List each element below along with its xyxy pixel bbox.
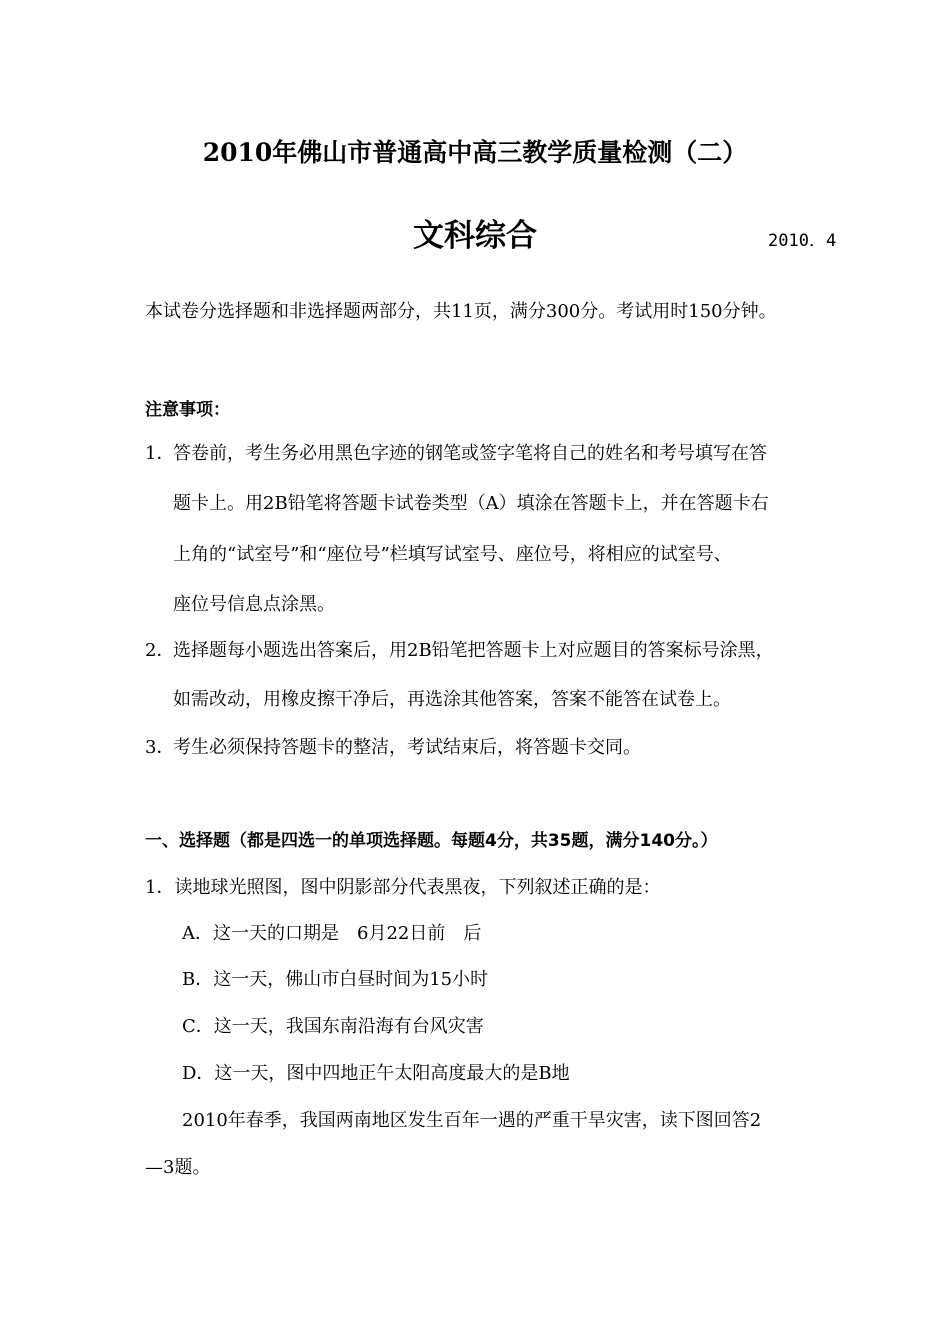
- note-number: 3．: [145, 737, 175, 758]
- question-stem: 1．读地球光照图，图中阴影部分代表黑夜，下列叙述正确的是：: [145, 877, 661, 898]
- note-item: [145, 639, 774, 663]
- option-c: C．这一天，我国东南沿海有台风灾害: [182, 1016, 484, 1037]
- note-item: [145, 736, 641, 760]
- note-item: [145, 442, 767, 466]
- exam-date: 2010．4: [768, 231, 837, 251]
- note-number: 1．: [145, 443, 175, 464]
- passage-line: 2010年春季，我国两南地区发生百年一遇的严重干旱灾害，读下图回答2: [182, 1110, 762, 1131]
- exam-subtitle: 文科综合: [413, 218, 537, 254]
- note-line: 答卷前，考生务必用黑色字迹的钢笔或签字笔将自己的姓名和考号填写在答: [173, 443, 767, 464]
- intro-text: 本试卷分选择题和非选择题两部分，共11页，满分300分。考试用时150分钟。: [145, 301, 777, 322]
- option-b: B．这一天，佛山市白昼时间为15小时: [182, 969, 489, 990]
- passage-line: —3题。: [145, 1157, 211, 1178]
- note-line: 选择题每小题选出答案后，用2B铅笔把答题卡上对应题目的答案标号涂黑，: [173, 640, 774, 661]
- note-number: 2．: [145, 640, 175, 661]
- note-line: 如需改动，用橡皮擦干净后，再选涂其他答案，答案不能答在试卷上。: [173, 689, 731, 710]
- option-a: A．这一天的口期是 6月22日前 后: [182, 923, 482, 944]
- exam-title: 2010年佛山市普通高中高三教学质量检测（二）: [202, 138, 748, 167]
- note-line: 上角的“试室号”和“座位号”栏填写试室号、座位号，将相应的试室号、: [173, 544, 732, 565]
- note-line: 座位号信息点涂黑。: [173, 594, 335, 615]
- note-line: 考生必须保持答题卡的整洁，考试结束后，将答题卡交同。: [173, 737, 641, 758]
- notes-heading: 注意事项：: [145, 400, 230, 420]
- note-line: 题卡上。用2B铅笔将答题卡试卷类型（A）填涂在答题卡上，并在答题卡右: [173, 493, 769, 514]
- option-d: D．这一天，图中四地正午太阳高度最大的是B地: [182, 1063, 570, 1084]
- section-heading: 一、选择题（都是四选一的单项选择题。每题4分，共35题，满分140分。）: [145, 831, 718, 851]
